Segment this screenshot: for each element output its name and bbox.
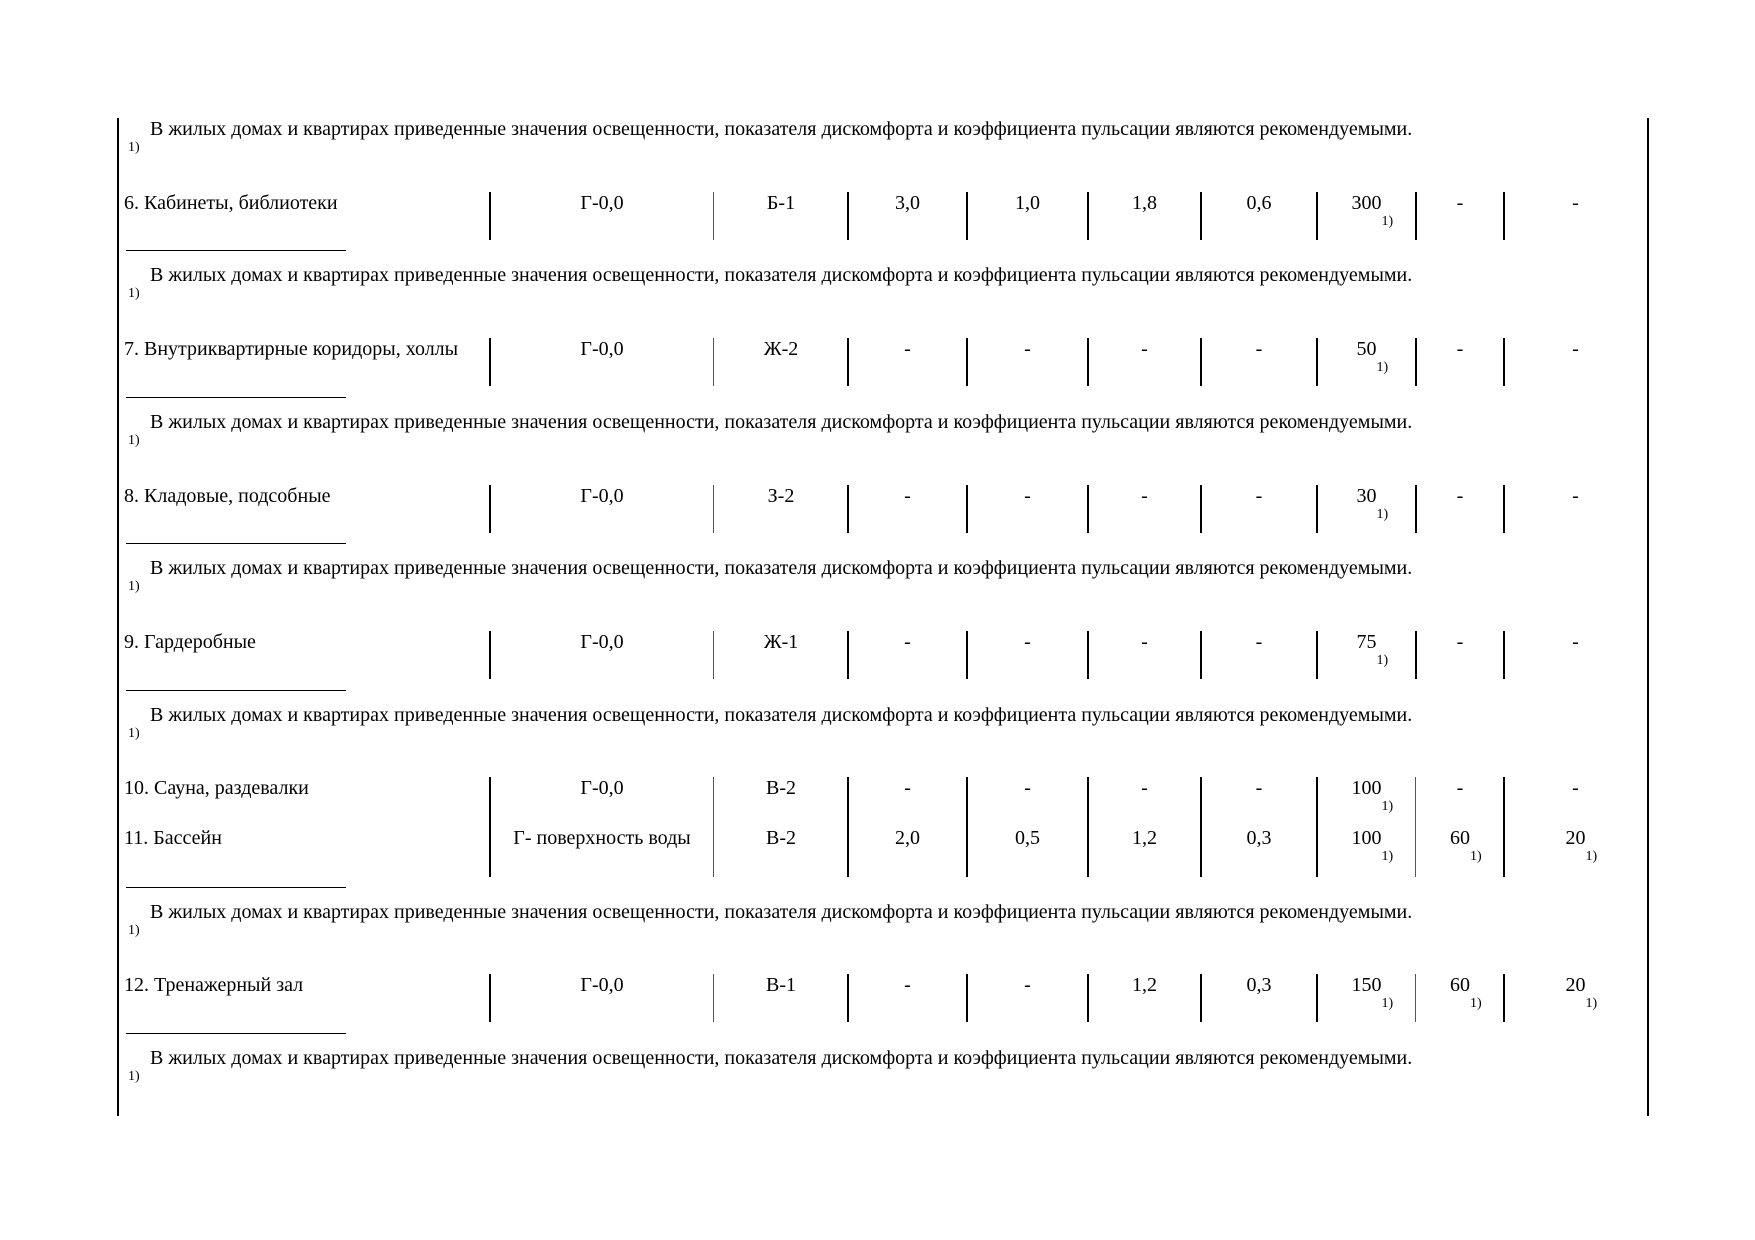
table-row	[119, 974, 1647, 1022]
category: В-1	[766, 974, 796, 996]
column-divider	[1200, 485, 1202, 533]
footnote-ref: 1)	[1381, 849, 1394, 864]
footnote-ref: 1)	[1585, 849, 1598, 864]
footnote-text: В жилых домах и квартирах приведенные значения освещенности, показателя дискомфорта и коэффициента пульсации являются рекомендуемыми.	[150, 704, 1413, 726]
work-plane: Г-0,0	[580, 777, 624, 799]
column-divider	[1087, 338, 1089, 386]
column-divider	[1415, 777, 1416, 877]
footnote-ref: 1)	[1376, 507, 1389, 522]
footnote-ref: 1)	[1585, 996, 1598, 1011]
footnote-ref: 1)	[1381, 799, 1394, 814]
column-divider	[1087, 777, 1089, 877]
illuminance-cell	[1317, 827, 1416, 875]
value-cell: -	[1255, 631, 1263, 653]
value-cell: -	[1572, 192, 1579, 214]
footnote-text: В жилых домах и квартирах приведенные значения освещенности, показателя дискомфорта и коэффициента пульсации являются рекомендуемыми.	[150, 1047, 1413, 1069]
work-plane: Г-0,0	[580, 485, 624, 507]
column-divider	[1503, 485, 1505, 533]
value-cell: 1,8	[1132, 192, 1157, 214]
category: В-2	[766, 777, 796, 799]
value-cell: -	[1255, 777, 1263, 799]
footnote-mark: 1)	[128, 433, 140, 448]
work-plane: Г-0,0	[580, 631, 624, 653]
table-row	[119, 777, 1647, 825]
illuminance-cell	[1317, 974, 1416, 1022]
column-divider	[1087, 974, 1089, 1022]
footnote-mark: 1)	[128, 1069, 140, 1084]
value-cell	[1416, 974, 1504, 1022]
value-cell: -	[1456, 485, 1464, 507]
column-divider	[966, 485, 968, 533]
footnote-separator	[126, 397, 346, 398]
column-divider	[713, 974, 714, 1022]
column-divider	[1415, 974, 1416, 1022]
column-divider	[1316, 485, 1318, 533]
footnote-separator	[126, 250, 346, 251]
column-divider	[1316, 192, 1318, 240]
table-block	[119, 485, 1647, 533]
value-cell: -	[1572, 777, 1579, 799]
column-divider	[489, 974, 491, 1022]
work-plane: Г-0,0	[580, 974, 624, 996]
column-divider	[713, 338, 714, 386]
column-divider	[1415, 338, 1417, 386]
category: Б-1	[766, 192, 796, 214]
value-cell: 0,5	[1015, 827, 1040, 849]
footnote-text: В жилых домах и квартирах приведенные значения освещенности, показателя дискомфорта и коэффициента пульсации являются рекомендуемыми.	[150, 411, 1413, 433]
value-cell: -	[1024, 338, 1031, 360]
column-divider	[1503, 192, 1505, 240]
footnote	[126, 901, 1636, 947]
column-divider	[847, 192, 849, 240]
value-cell	[1504, 827, 1647, 875]
column-divider	[966, 777, 968, 877]
column-divider	[847, 631, 849, 679]
value: 30	[1356, 485, 1377, 507]
column-divider	[1503, 631, 1505, 679]
work-plane: Г-0,0	[580, 338, 624, 360]
value: 150	[1351, 974, 1382, 996]
footnote-mark: 1)	[128, 579, 140, 594]
footnote-mark: 1)	[128, 923, 140, 938]
footnote	[126, 411, 1636, 457]
value: 20	[1565, 827, 1586, 849]
value-cell: 1,0	[1015, 192, 1040, 214]
value-cell: -	[1024, 631, 1031, 653]
value-cell: -	[1141, 777, 1148, 799]
value-cell: -	[1024, 777, 1031, 799]
table-block	[119, 631, 1647, 679]
column-divider	[1087, 485, 1089, 533]
column-divider	[1415, 631, 1417, 679]
value-cell: -	[1572, 485, 1579, 507]
value-cell: -	[1456, 777, 1464, 799]
column-divider	[1503, 777, 1505, 877]
footnote-ref: 1)	[1376, 360, 1389, 375]
column-divider	[713, 777, 714, 877]
table-right-border	[1647, 118, 1649, 1116]
footnote	[126, 557, 1636, 603]
value-cell: -	[904, 777, 911, 799]
value: 100	[1351, 827, 1382, 849]
footnote-mark: 1)	[128, 140, 140, 155]
column-divider	[489, 192, 491, 240]
column-divider	[1316, 631, 1318, 679]
footnote-ref: 1)	[1381, 996, 1394, 1011]
table-row	[119, 338, 1647, 386]
value-cell: 1,2	[1132, 974, 1157, 996]
footnote-text: В жилых домах и квартирах приведенные значения освещенности, показателя дискомфорта и коэффициента пульсации являются рекомендуемыми.	[150, 557, 1413, 579]
column-divider	[966, 974, 968, 1022]
value-cell: -	[1141, 631, 1148, 653]
column-divider	[1316, 338, 1318, 386]
column-divider	[1200, 192, 1202, 240]
footnote-separator	[126, 887, 346, 888]
table-block	[119, 192, 1647, 240]
column-divider	[1200, 777, 1202, 877]
category: Ж-2	[763, 338, 799, 360]
room-name: 6. Кабинеты, библиотеки	[124, 192, 338, 214]
category: В-2	[766, 827, 796, 849]
value: 60	[1450, 974, 1470, 996]
column-divider	[489, 338, 491, 386]
value-cell: 0,6	[1246, 192, 1272, 214]
value-cell	[1416, 827, 1504, 875]
category: З-2	[767, 485, 795, 507]
table-block	[119, 777, 1647, 877]
illuminance-cell	[1317, 777, 1416, 825]
column-divider	[1316, 974, 1318, 1022]
category: Ж-1	[763, 631, 799, 653]
value-cell	[1504, 974, 1647, 1022]
footnote-ref: 1)	[1376, 653, 1389, 668]
column-divider	[1503, 974, 1505, 1022]
column-divider	[489, 631, 491, 679]
value-cell: -	[1572, 631, 1579, 653]
footnote-separator	[126, 690, 346, 691]
value: 300	[1351, 192, 1382, 214]
value-cell: -	[904, 631, 911, 653]
room-name: 11. Бассейн	[124, 827, 222, 849]
value: 20	[1565, 974, 1586, 996]
column-divider	[847, 485, 849, 533]
column-divider	[1503, 338, 1505, 386]
room-name: 12. Тренажерный зал	[124, 974, 304, 996]
value-cell: -	[1456, 192, 1464, 214]
room-name: 10. Сауна, раздевалки	[124, 777, 309, 799]
column-divider	[966, 192, 968, 240]
table-row	[119, 485, 1647, 533]
footnote	[126, 1047, 1636, 1093]
value-cell: -	[1456, 631, 1464, 653]
value-cell: -	[904, 974, 911, 996]
room-name: 8. Кладовые, подсобные	[124, 485, 331, 507]
column-divider	[1415, 192, 1417, 240]
column-divider	[1087, 631, 1089, 679]
value-cell: 2,0	[895, 827, 920, 849]
column-divider	[847, 974, 849, 1022]
work-plane: Г-0,0	[580, 192, 624, 214]
column-divider	[966, 338, 968, 386]
footnote	[126, 264, 1636, 310]
column-divider	[966, 631, 968, 679]
footnote-mark: 1)	[128, 726, 140, 741]
value: 60	[1450, 827, 1470, 849]
value-cell: -	[1456, 338, 1464, 360]
column-divider	[1087, 192, 1089, 240]
column-divider	[1200, 338, 1202, 386]
illuminance-cell	[1317, 485, 1416, 533]
footnote-ref: 1)	[1381, 214, 1394, 229]
column-divider	[1415, 485, 1417, 533]
column-divider	[847, 777, 849, 877]
value: 50	[1356, 338, 1377, 360]
table-row	[119, 827, 1647, 875]
column-divider	[489, 777, 491, 877]
table-row	[119, 192, 1647, 240]
value-cell: -	[1255, 338, 1263, 360]
illuminance-cell	[1317, 338, 1416, 386]
column-divider	[1200, 974, 1202, 1022]
table-row	[119, 631, 1647, 679]
table-block	[119, 974, 1647, 1022]
footnote-mark: 1)	[128, 286, 140, 301]
footnote-text: В жилых домах и квартирах приведенные значения освещенности, показателя дискомфорта и коэффициента пульсации являются рекомендуемыми.	[150, 118, 1413, 140]
footnote-ref: 1)	[1470, 849, 1482, 864]
column-divider	[489, 485, 491, 533]
room-name: 9. Гардеробные	[124, 631, 256, 653]
column-divider	[1200, 631, 1202, 679]
value-cell: -	[904, 338, 911, 360]
footnote-separator	[126, 543, 346, 544]
value: 100	[1351, 777, 1382, 799]
footnote-text: В жилых домах и квартирах приведенные значения освещенности, показателя дискомфорта и коэффициента пульсации являются рекомендуемыми.	[150, 264, 1413, 286]
value-cell: 1,2	[1132, 827, 1157, 849]
footnote-text: В жилых домах и квартирах приведенные значения освещенности, показателя дискомфорта и коэффициента пульсации являются рекомендуемыми.	[150, 901, 1413, 923]
column-divider	[713, 485, 714, 533]
column-divider	[713, 192, 714, 240]
footnote	[126, 704, 1636, 750]
value-cell: 0,3	[1246, 827, 1272, 849]
value-cell: -	[904, 485, 911, 507]
value-cell: -	[1024, 974, 1031, 996]
room-name: 7. Внутриквартирные коридоры, холлы	[124, 338, 459, 360]
value-cell: -	[1024, 485, 1031, 507]
value: 75	[1356, 631, 1377, 653]
work-plane: Г- поверхность воды	[513, 827, 691, 849]
value-cell: 0,3	[1246, 974, 1272, 996]
column-divider	[847, 338, 849, 386]
table-left-border	[117, 118, 119, 1116]
column-divider	[1316, 777, 1318, 877]
illuminance-cell	[1317, 631, 1416, 679]
table-block	[119, 338, 1647, 386]
footnote-ref: 1)	[1470, 996, 1482, 1011]
value-cell: 3,0	[895, 192, 920, 214]
value-cell: -	[1141, 338, 1148, 360]
footnote-separator	[126, 1033, 346, 1034]
footnote	[126, 118, 1636, 164]
value-cell: -	[1141, 485, 1148, 507]
value-cell: -	[1255, 485, 1263, 507]
value-cell: -	[1572, 338, 1579, 360]
column-divider	[713, 631, 714, 679]
illuminance-cell	[1317, 192, 1416, 240]
